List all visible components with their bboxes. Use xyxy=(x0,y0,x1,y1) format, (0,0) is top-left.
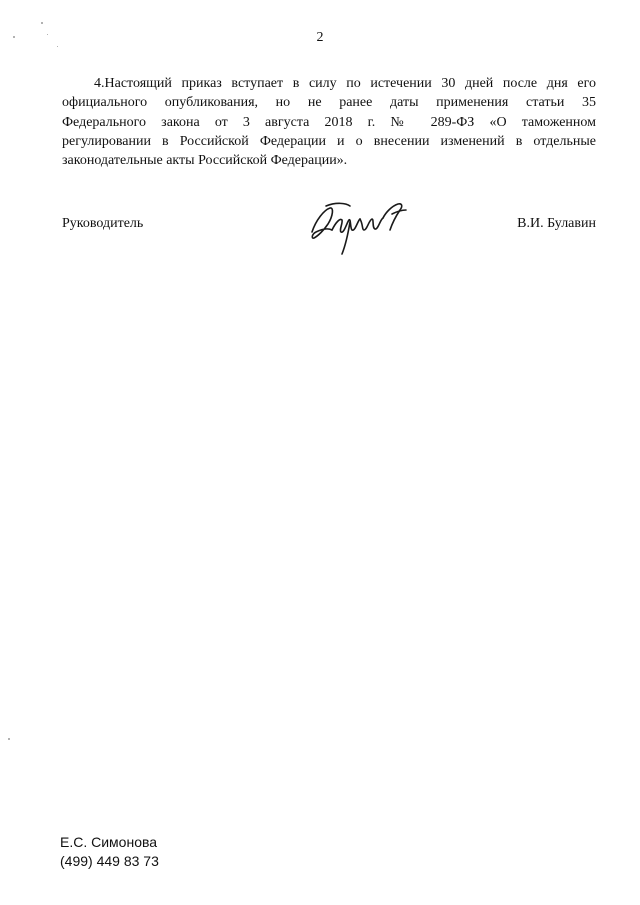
signature-stroke xyxy=(383,204,402,230)
scan-speck xyxy=(8,738,10,740)
executor-phone: (499) 449 83 73 xyxy=(60,853,159,869)
paragraph-line: Федерального закона от 3 августа 2018 г. № 289-ФЗ «О таможенном xyxy=(62,114,596,130)
paragraph-line: регулировании в Российской Федерации и о внесении изменений в отдельные xyxy=(62,133,596,149)
position-title: Руководитель xyxy=(62,216,144,231)
paragraph-line: официального опубликования, но не ранее даты применения статьи 35 xyxy=(62,95,596,111)
page-number: 2 xyxy=(316,30,324,45)
executor-contact xyxy=(60,833,159,871)
signature-stroke xyxy=(312,208,332,238)
signer-name: В.И. Булавин xyxy=(517,216,596,231)
signature-stroke xyxy=(326,203,350,206)
signature-stroke xyxy=(360,218,383,230)
scan-speck xyxy=(41,22,43,24)
handwritten-signature xyxy=(306,192,410,258)
order-item-paragraph xyxy=(62,74,596,170)
signature-stroke xyxy=(332,219,360,232)
paragraph-line: 4.Настоящий приказ вступает в силу по истечении 30 дней после дня его xyxy=(94,76,596,91)
scan-speck xyxy=(57,46,58,47)
paragraph-line: законодательные акты Российской Федерации». xyxy=(62,153,348,169)
executor-name: Е.С. Симонова xyxy=(60,834,158,850)
